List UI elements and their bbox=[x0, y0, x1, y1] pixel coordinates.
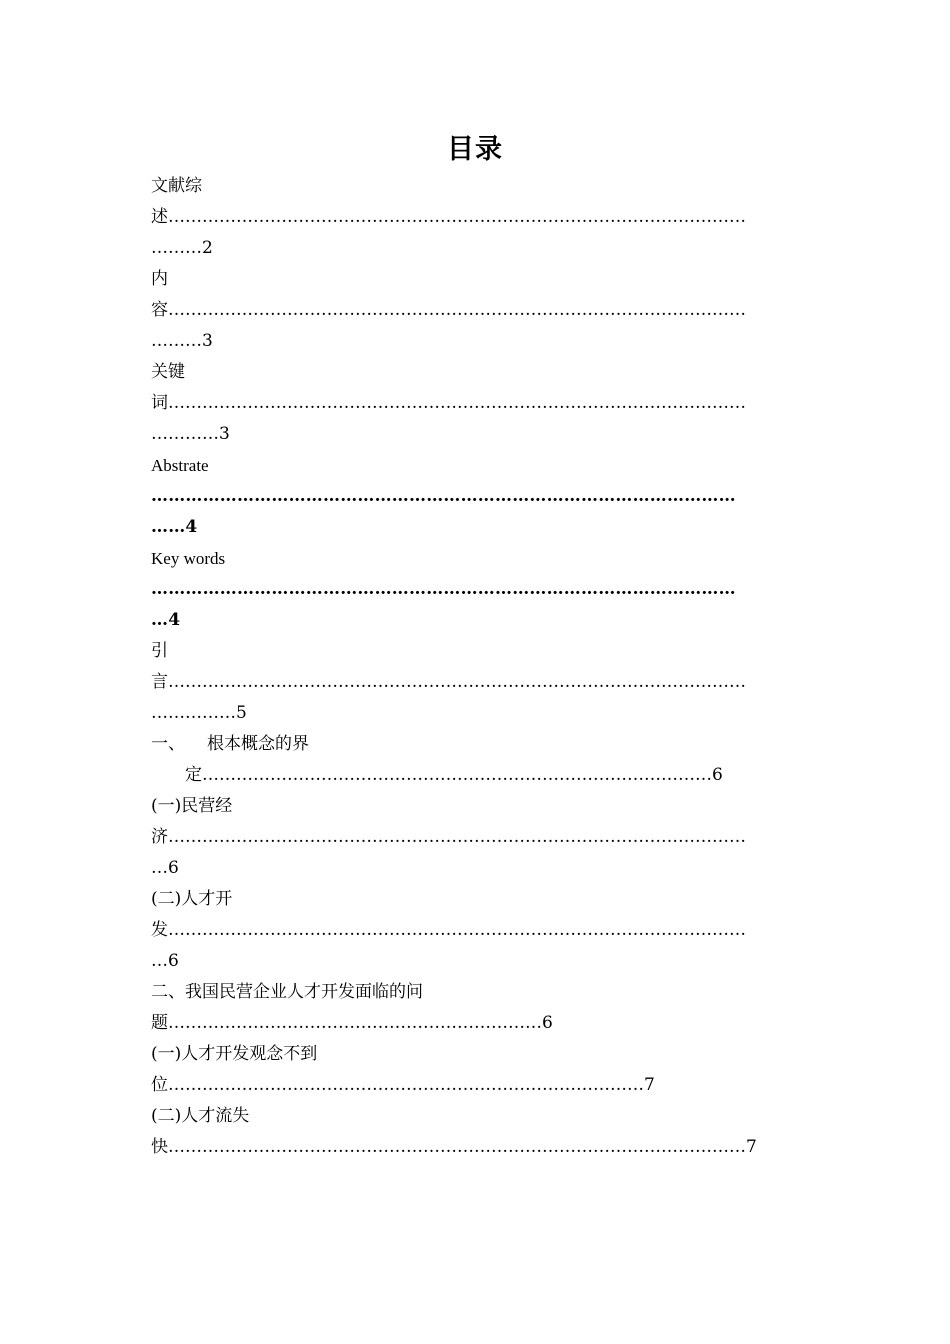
toc-entry-section-2-2-leader: 快…………………………………………………………………………………………7 bbox=[151, 1137, 757, 1157]
toc-entry-literature-review-page: ………2 bbox=[151, 238, 213, 258]
toc-entry-section-1-leader: 定………………………………………………………………………………6 bbox=[185, 765, 723, 785]
toc-entry-key-words-leader: ………………………………………………………………………………………… bbox=[151, 579, 736, 599]
toc-entry-section-1-2-page: …6 bbox=[151, 951, 179, 971]
toc-entry-introduction-leader: 言………………………………………………………………………………………… bbox=[151, 672, 746, 692]
toc-entry-section-2-1-leader: 位…………………………………………………………………………7 bbox=[151, 1075, 655, 1095]
toc-entry-key-words-page: …4 bbox=[151, 610, 181, 630]
toc-entry-section-1-2-leader: 发………………………………………………………………………………………… bbox=[151, 920, 746, 940]
page-title: 目录 bbox=[447, 134, 503, 165]
toc-entry-section-1-number: 一、 bbox=[151, 734, 185, 754]
toc-entry-content-page: ………3 bbox=[151, 331, 213, 351]
toc-entry-literature-review-leader: 述………………………………………………………………………………………… bbox=[151, 207, 746, 227]
toc-entry-introduction-page: ……………5 bbox=[151, 703, 247, 723]
toc-entry-keywords-page: …………3 bbox=[151, 424, 230, 444]
toc-entry-section-2-2-title[interactable]: (二)人才流失 bbox=[151, 1106, 250, 1126]
toc-entry-literature-review-title[interactable]: 文献综 bbox=[151, 176, 202, 196]
toc-entry-section-2-1-title[interactable]: (一)人才开发观念不到 bbox=[151, 1044, 318, 1064]
toc-entry-abstract-leader: ………………………………………………………………………………………… bbox=[151, 486, 736, 506]
toc-entry-abstract-page: ……4 bbox=[151, 517, 198, 537]
toc-entry-section-2-leader: 题…………………………………………………………6 bbox=[151, 1013, 553, 1033]
toc-entry-abstract-title[interactable]: Abstrate bbox=[151, 456, 209, 475]
toc-entry-key-words-title[interactable]: Key words bbox=[151, 549, 226, 568]
toc-entry-section-2-title[interactable]: 二、我国民营企业人才开发面临的问 bbox=[151, 982, 423, 1002]
toc-entry-section-1-title[interactable] bbox=[151, 729, 801, 760]
toc-entry-keywords-leader: 词………………………………………………………………………………………… bbox=[151, 393, 746, 413]
toc-entry-section-1-1-page: …6 bbox=[151, 858, 179, 878]
table-of-contents bbox=[151, 171, 801, 1163]
toc-entry-section-1-1-leader: 济………………………………………………………………………………………… bbox=[151, 827, 746, 847]
toc-entry-introduction-title[interactable]: 引 bbox=[151, 641, 168, 661]
toc-entry-section-1-2-title[interactable]: (二)人才开 bbox=[151, 889, 233, 909]
toc-entry-content-leader: 容………………………………………………………………………………………… bbox=[151, 300, 746, 320]
toc-entry-section-1-1-title[interactable]: (一)民营经 bbox=[151, 796, 233, 816]
toc-entry-content-title[interactable]: 内 bbox=[151, 269, 168, 289]
toc-entry-section-1-text: 根本概念的界 bbox=[207, 734, 309, 754]
toc-entry-keywords-title[interactable]: 关键 bbox=[151, 362, 185, 382]
